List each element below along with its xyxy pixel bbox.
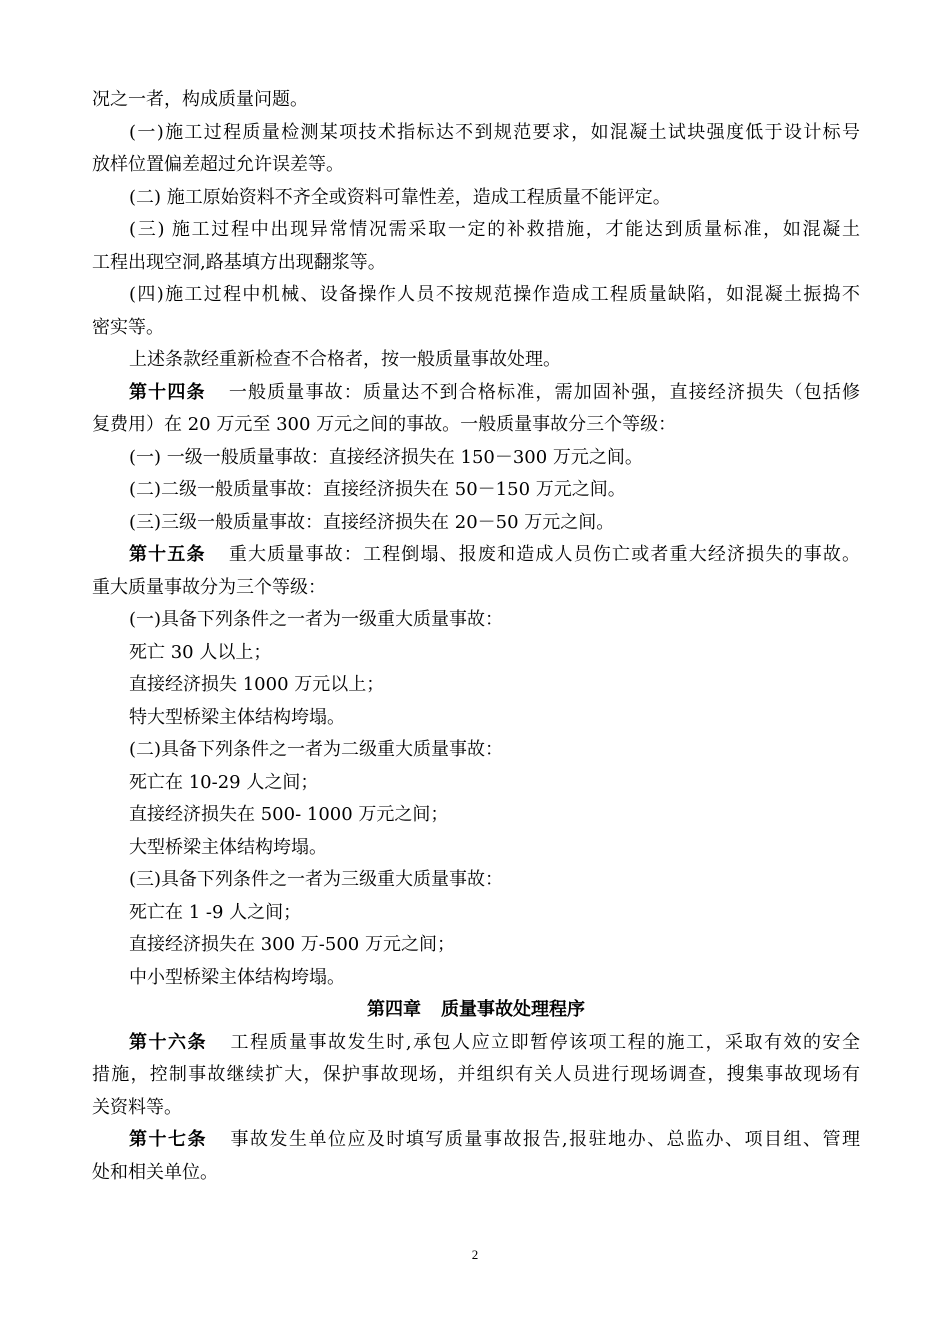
chapter-heading xyxy=(92,994,860,1027)
list-item: (一)具备下列条件之一者为一级重大质量事故： xyxy=(129,609,504,630)
article-17-text: 事故发生单位应及时填写质量事故报告,报驻地办、总监办、项目组、管理 xyxy=(228,1129,861,1150)
list-item: 死亡在 1 -9 人之间； xyxy=(129,901,302,923)
article-16-label: 第十六条 xyxy=(129,1031,207,1053)
text-line: 处和相关单位。 xyxy=(92,1161,218,1183)
list-item: 中小型桥梁主体结构垮塌。 xyxy=(129,966,345,988)
text-line: 放样位置偏差超过允许误差等。 xyxy=(92,154,344,175)
text-line: (二) 施工原始资料不齐全或资料可靠性差，造成工程质量不能评定。 xyxy=(129,186,671,208)
list-item: 直接经济损失在 300 万-500 万元之间； xyxy=(129,934,455,955)
text-line: 况之一者，构成质量问题。 xyxy=(92,89,308,110)
article-15-text: 重大质量事故：工程倒塌、报废和造成人员伤亡或者重大经济损失的事故。 xyxy=(227,544,861,565)
text-line: (三) 施工过程中出现异常情况需采取一定的补救措施，才能达到质量标准，如混凝土 xyxy=(129,219,860,240)
list-item: (二)二级一般质量事故：直接经济损失在 50－150 万元之间。 xyxy=(129,479,626,500)
text-line: 密实等。 xyxy=(92,316,164,338)
article-14-label: 第十四条 xyxy=(129,381,206,403)
article-15-label: 第十五条 xyxy=(129,544,206,565)
article-14-line xyxy=(92,377,860,410)
article-15-line xyxy=(92,539,860,572)
text-line: 工程出现空洞,路基填方出现翻浆等。 xyxy=(92,251,386,273)
article-14-text: 一般质量事故：质量达不到合格标准，需加固补强，直接经济损失（包括修 xyxy=(227,381,861,403)
list-item: (三)具备下列条件之一者为三级重大质量事故： xyxy=(129,869,504,890)
list-item: 大型桥梁主体结构垮塌。 xyxy=(129,836,327,858)
article-17-label: 第十七条 xyxy=(129,1129,207,1150)
article-16-line xyxy=(92,1027,860,1060)
list-item: 特大型桥梁主体结构垮塌。 xyxy=(129,706,345,728)
text-line: 上述条款经重新检查不合格者，按一般质量事故处理。 xyxy=(129,349,561,370)
list-item: (二)具备下列条件之一者为二级重大质量事故： xyxy=(129,739,504,760)
list-item: (一) 一级一般质量事故：直接经济损失在 150－300 万元之间。 xyxy=(129,446,643,468)
list-item: 死亡在 10-29 人之间； xyxy=(129,771,319,793)
text-line: (一)施工过程质量检测某项技术指标达不到规范要求，如混凝土试块强度低于设计标号 xyxy=(129,121,860,143)
text-line: 措施，控制事故继续扩大，保护事故现场，并组织有关人员进行现场调查，搜集事故现场有 xyxy=(92,1064,860,1085)
text-line: 关资料等。 xyxy=(92,1096,182,1118)
document-body xyxy=(92,84,860,1189)
text-line: (四)施工过程中机械、设备操作人员不按规范操作造成工程质量缺陷，如混凝土振捣不 xyxy=(129,284,860,305)
article-16-text: 工程质量事故发生时,承包人应立即暂停该项工程的施工，采取有效的安全 xyxy=(228,1031,861,1053)
article-17-line xyxy=(92,1124,860,1157)
page-number: 2 xyxy=(471,1247,479,1262)
list-item: (三)三级一般质量事故：直接经济损失在 20－50 万元之间。 xyxy=(129,511,615,533)
list-item: 直接经济损失在 500- 1000 万元之间； xyxy=(129,804,449,825)
list-item: 直接经济损失 1000 万元以上； xyxy=(129,674,385,695)
text-line: 复费用）在 20 万元至 300 万元之间的事故。一般质量事故分三个等级： xyxy=(92,414,677,435)
list-item: 死亡 30 人以上； xyxy=(129,641,272,663)
text-line: 重大质量事故分为三个等级： xyxy=(92,576,326,598)
chapter-title: 质量事故处理程序 xyxy=(441,999,585,1020)
chapter-number: 第四章 xyxy=(367,999,421,1020)
